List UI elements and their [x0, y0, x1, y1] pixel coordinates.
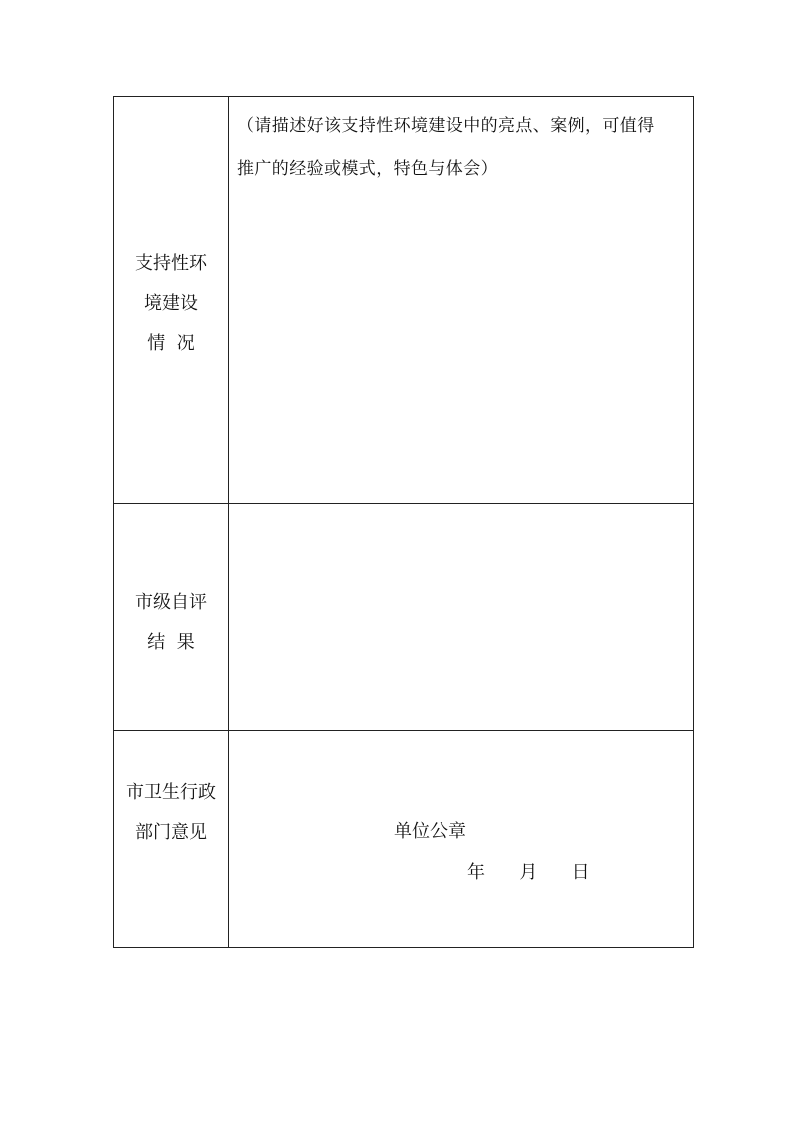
health-department-content-cell[interactable] — [229, 731, 693, 947]
instruction-note — [237, 105, 689, 191]
self-evaluation-label-cell — [114, 504, 229, 730]
self-evaluation-content-cell[interactable] — [229, 504, 693, 730]
date-line: 年 月 日 — [467, 862, 590, 883]
instruction-note-line: 推广的经验或模式，特色与体会） — [237, 159, 498, 179]
row-label-line: 市卫生行政 — [126, 782, 216, 803]
instruction-note-line: （请描述好该支持性环境建设中的亮点、案例，可值得 — [237, 116, 655, 136]
row-label-line: 境建设 — [144, 293, 198, 314]
row-label-line: 支持性环 — [135, 253, 207, 274]
support-environment-row — [114, 97, 693, 504]
row-label-line: 情 况 — [147, 333, 195, 354]
support-environment-content-cell[interactable] — [229, 97, 693, 503]
row-label-line: 部门意见 — [135, 822, 207, 843]
official-seal-label: 单位公章 — [394, 821, 466, 842]
row-label-line: 结 果 — [147, 632, 195, 653]
self-evaluation-row — [114, 504, 693, 731]
evaluation-form-table — [113, 96, 694, 948]
health-department-label-cell — [114, 731, 229, 947]
support-environment-label-cell — [114, 97, 229, 503]
health-department-opinion-row — [114, 731, 693, 947]
row-label-line: 市级自评 — [135, 592, 207, 613]
